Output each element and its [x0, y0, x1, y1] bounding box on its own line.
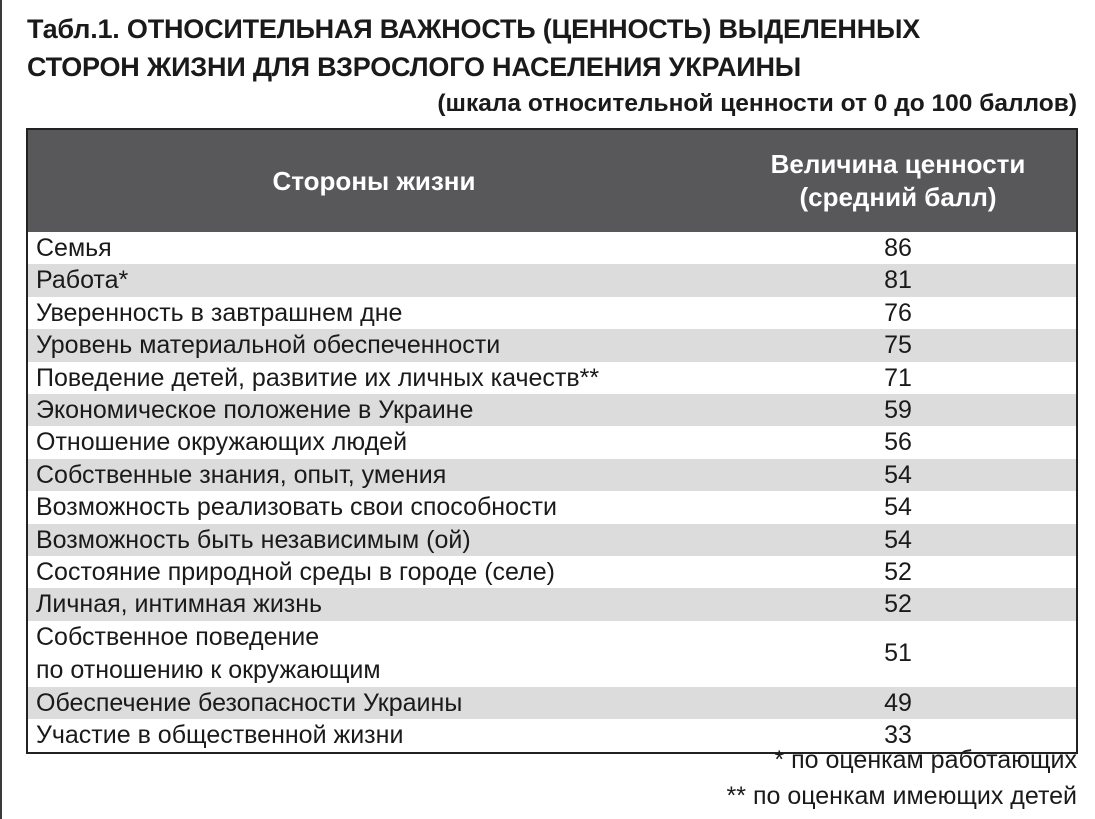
footnote-working: * по оценкам работающих [774, 746, 1077, 774]
title-line-1: Табл.1. ОТНОСИТЕЛЬНАЯ ВАЖНОСТЬ (ЦЕННОСТЬ) ВЫДЕЛЕННЫХ [27, 14, 921, 44]
table-row [27, 426, 1077, 458]
title-subtitle: (шкала относительной ценности от 0 до 100 баллов) [437, 90, 1077, 117]
row-value: 86 [884, 234, 912, 262]
row-name: Участие в общественной жизни [36, 721, 404, 750]
table-row [27, 621, 1077, 687]
header-value [720, 129, 1077, 232]
row-value: 52 [720, 588, 1077, 620]
table-header-row [27, 129, 1077, 232]
row-value: 54 [720, 524, 1077, 556]
row-value: 76 [884, 298, 912, 327]
table-row [27, 588, 1077, 620]
row-value: 52 [884, 558, 912, 587]
row-value: 75 [720, 329, 1077, 361]
row-value: 71 [884, 363, 912, 392]
left-border-line [0, 0, 2, 819]
header-value-line-2: (средний балл) [799, 182, 997, 212]
row-name-line-2: по отношению к окружающим [36, 655, 381, 684]
table-row [27, 394, 1077, 426]
row-name: Отношение окружающих людей [36, 428, 408, 457]
table-row [27, 524, 1077, 556]
table-row [27, 556, 1077, 588]
header-value-line-1: Величина ценности [770, 149, 1026, 179]
row-name: Обеспечение безопасности Украины [27, 687, 720, 719]
row-name: Состояние природной среды в городе (селе) [36, 558, 555, 587]
row-name: Экономическое положение в Украине [27, 394, 720, 426]
header-life-aspects: Стороны жизни [27, 129, 720, 232]
row-value: 49 [720, 687, 1077, 719]
row-name: Личная, интимная жизнь [27, 588, 720, 620]
row-name: Поведение детей, развитие их личных качеств** [36, 363, 600, 392]
row-name: Уверенность в завтрашнем дне [36, 298, 403, 327]
table-row [27, 491, 1077, 523]
row-name: Семья [36, 234, 112, 262]
row-name-line-1: Собственное поведение [36, 622, 320, 651]
row-value: 59 [720, 394, 1077, 426]
row-value: 54 [884, 493, 912, 522]
title-line-2: СТОРОН ЖИЗНИ ДЛЯ ВЗРОСЛОГО НАСЕЛЕНИЯ УКРАИНЫ [27, 52, 802, 82]
row-name: Возможность быть независимым (ой) [27, 524, 720, 556]
row-name: Уровень материальной обеспеченности [27, 329, 720, 361]
row-value: 81 [720, 264, 1077, 296]
footnote-children: ** по оценкам имеющих детей [726, 782, 1077, 810]
row-value: 51 [884, 639, 912, 668]
table-row [27, 459, 1077, 491]
row-name: Возможность реализовать свои способности [36, 493, 557, 522]
row-value: 54 [720, 459, 1077, 491]
table-caption [27, 10, 1077, 121]
row-value: 33 [884, 721, 912, 750]
table-row [27, 687, 1077, 719]
table-row [27, 297, 1077, 329]
table-row [27, 264, 1077, 296]
row-name: Работа* [27, 264, 720, 296]
table-row [27, 362, 1077, 394]
table-row [27, 329, 1077, 361]
table-row [27, 232, 1077, 264]
row-value: 56 [884, 428, 912, 457]
row-name: Собственные знания, опыт, умения [27, 459, 720, 491]
values-table [26, 128, 1078, 754]
row-name [27, 621, 720, 687]
